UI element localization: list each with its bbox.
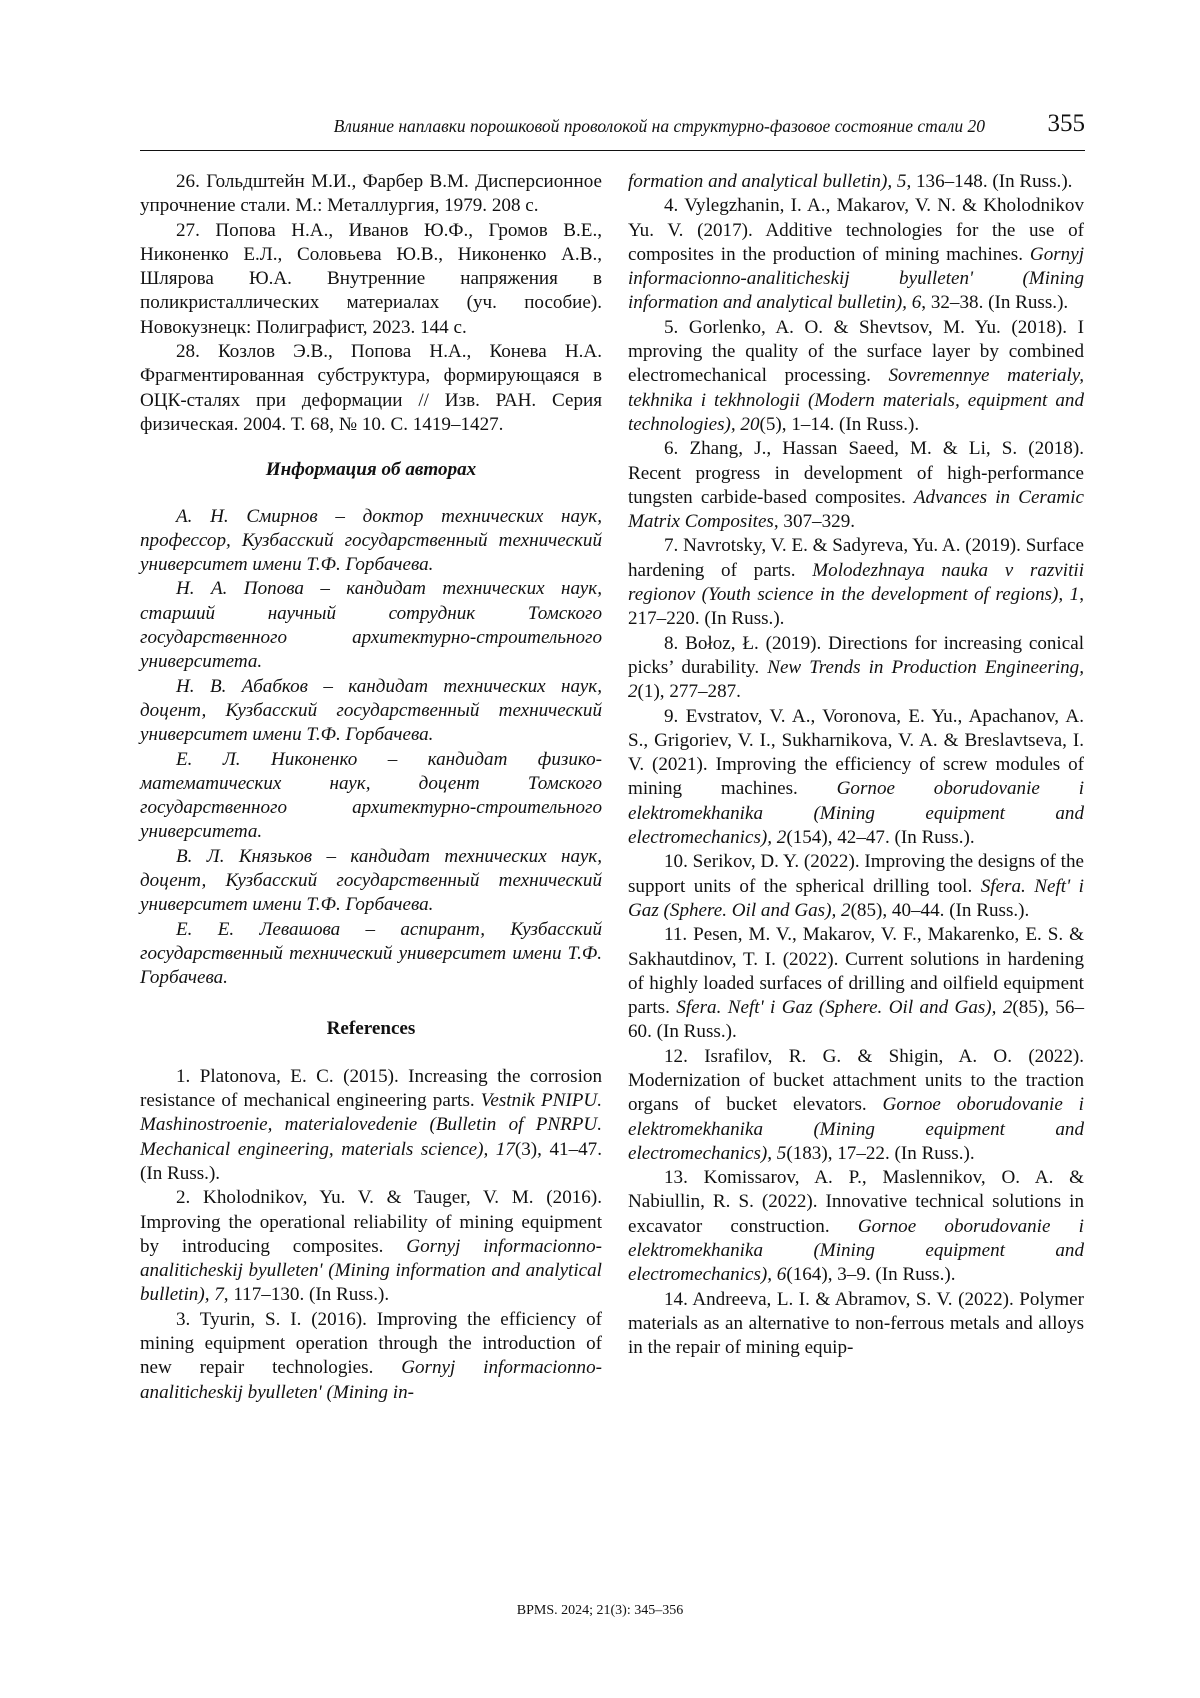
page-number: 355 <box>1047 110 1085 137</box>
reference-text: 3. Tyurin, S. I. (2016). Improving the efficiency of mining equipment operation through the introduction of new repair technologies. <box>140 1308 602 1379</box>
reference-entry <box>628 1288 1084 1361</box>
reference-entry <box>628 534 1084 631</box>
reference-pages: , 136–148. (In Russ.). <box>906 171 1073 192</box>
reference-ru: 26. Гольдштейн М.И., Фарбер В.М. Дисперсионное упрочнение стали. М.: Металлургия, 1979. 208 с. <box>140 171 602 217</box>
author-info: Н. А. Попова – кандидат технических наук, старший научный сотрудник Томского государственного архитектурно-строительного университета. <box>140 578 602 673</box>
running-header <box>140 110 1085 151</box>
author-info: Е. Е. Левашова – аспирант, Кузбасский государственный технический университет имени Т.Ф. Горбачева. <box>140 918 602 989</box>
reference-pages: , 117–130. (In Russ.). <box>223 1284 390 1306</box>
left-column <box>140 170 602 1405</box>
reference-source: Gornyj informacionno-analiticheskij byulleten' (Mining in- <box>140 1357 602 1403</box>
reference-entry <box>628 437 1084 534</box>
reference-source: Gornoe oborudovanie i elektromekhanika (Mining equipment and electromechanics), 5 <box>628 1094 1084 1164</box>
reference-entry <box>628 705 1084 851</box>
reference-pages: , 32–38. (In Russ.). <box>921 292 1069 314</box>
reference-text: 9. Evstratov, V. A., Voronova, E. Yu., Apachanov, A. S., Grigoriev, V. I., Sukharnikova, V. A. & Breslavtseva, I. V. (2021). Improving the efficiency of screw modules of mining machines. <box>628 705 1084 800</box>
reference-entry <box>628 923 1084 1044</box>
reference-text: 4. Vylegzhanin, I. A., Makarov, V. N. & Kholodnikov Yu. V. (2017). Additive technologies for the use of composites in the production of mining machines. <box>628 195 1084 265</box>
reference-text: 5. Gorlenko, A. O. & Shevtsov, M. Yu. (2018). I mproving the quality of the surface layer by combined electromechanical processing. <box>628 316 1084 387</box>
reference-source: Gornyj informacionno-analiticheskij byulleten' (Mining information and analytical bulletin), 6 <box>628 243 1084 314</box>
author-info: Н. В. Абабков – кандидат технических наук, доцент, Кузбасский государственный технический университет имени Т.Ф. Горбачева. <box>140 675 602 746</box>
reference-text: 2. Kholodnikov, Yu. V. & Tauger, V. M. (2016). Improving the operational reliability of mining equipment by introducing composites. <box>140 1187 602 1257</box>
reference-text: 8. Bołoz, Ł. (2019). Directions for increasing conical picks’ durability. <box>628 632 1084 678</box>
author-info: А. Н. Смирнов – доктор технических наук, профессор, Кузбасский государственный технический университет имени Т.Ф. Горбачева. <box>140 505 602 576</box>
right-column <box>628 170 1084 1361</box>
reference-entry <box>140 1065 602 1186</box>
reference-text: 13. Komissarov, A. P., Maslennikov, O. A. & Nabiullin, R. S. (2022). Innovative technical solutions in excavator construction. <box>628 1167 1084 1237</box>
reference-ru: 28. Козлов Э.В., Попова Н.А., Конева Н.А. Фрагментированная субструктура, формирующаяся в ОЦК-сталях при деформации // Изв. РАН. Серия физическая. 2004. Т. 68, № 10. С. 1419–1427. <box>140 341 602 435</box>
reference-text: 14. Andreeva, L. I. & Abramov, S. V. (2022). Polymer materials as an alternative to non-ferrous metals and alloys in the repair of mining equip- <box>628 1288 1084 1359</box>
reference-source: Gornoe oborudovanie i elektromekhanika (Mining equipment and electromechanics), 2 <box>628 778 1084 849</box>
reference-text: 11. Pesen, M. V., Makarov, V. F., Makarenko, E. S. & Sakhautdinov, T. I. (2022). Current solutions in hardening of highly loaded surfaces of drilling and oilfield equipment parts. <box>628 924 1084 1019</box>
reference-pages: (3), 41–47. (In Russ.). <box>140 1138 602 1184</box>
reference-text: 12. Israfilov, R. G. & Shigin, A. O. (2022). Modernization of bucket attachment units to the traction organs of bucket elevators. <box>628 1045 1084 1116</box>
reference-entry <box>140 1186 602 1307</box>
reference-entry <box>628 316 1084 437</box>
reference-source: Molodezhnaya nauka v razvitii regionov (Youth science in the development of regions), 1 <box>628 559 1085 606</box>
footer-citation: BPMS. 2024; 21(3): 345–356 <box>516 1603 684 1618</box>
reference-entry <box>628 850 1084 923</box>
author-info: Е. Л. Никоненко – кандидат физико-математических наук, доцент Томского государственного архитектурно-строительного университета. <box>140 748 602 843</box>
reference-pages: (85), 40–44. (In Russ.). <box>850 899 1030 921</box>
authors-heading: Информация об авторах <box>265 459 477 481</box>
reference-source: Gornoe oborudovanie i elektromekhanika (Mining equipment and electromechanics), 6 <box>628 1215 1084 1286</box>
reference-text: 10. Serikov, D. Y. (2022). Improving the designs of the support units of the spherical drilling tool. <box>628 851 1084 897</box>
author-info: В. Л. Князьков – кандидат технических наук, доцент, Кузбасский государственный технический университет имени Т.Ф. Горбачева. <box>140 845 602 916</box>
reference-pages: (85), 56–60. (In Russ.). <box>628 997 1084 1043</box>
reference-text: 1. Platonova, E. C. (2015). Increasing the corrosion resistance of mechanical engineering parts. <box>140 1065 602 1112</box>
reference-entry <box>140 1308 602 1405</box>
references-heading: References <box>326 1017 416 1039</box>
reference-continuation <box>628 170 1084 194</box>
reference-entry <box>628 1045 1084 1166</box>
reference-source: Gornyj informacionno-analiticheskij byulleten' (Mining information and analytical bulletin), 7 <box>140 1235 602 1306</box>
reference-source: formation and analytical bulletin), 5 <box>628 171 907 192</box>
reference-source: New Trends in Production Engineering, 2 <box>628 656 1084 703</box>
reference-source: Vestnik PNIPU. Mashinostroenie, materialovedenie (Bulletin of PNRPU. Mechanical engineering, materials science), 17 <box>140 1090 602 1160</box>
reference-pages: (154), 42–47. (In Russ.). <box>786 827 975 849</box>
reference-source: Advances in Ceramic Matrix Composites <box>628 486 1084 533</box>
reference-text: 6. Zhang, J., Hassan Saeed, M. & Li, S. (2018). Recent progress in development of high-performance tungsten carbide-based composites. <box>628 438 1084 508</box>
reference-entry <box>628 1166 1084 1287</box>
reference-source: Sfera. Neft' i Gaz (Sphere. Oil and Gas), 2 <box>676 997 1013 1019</box>
reference-pages: (5), 1–14. (In Russ.). <box>759 413 920 435</box>
reference-pages: (164), 3–9. (In Russ.). <box>786 1264 956 1286</box>
reference-ru: 27. Попова Н.А., Иванов Ю.Ф., Громов В.Е., Никоненко Е.Л., Соловьева Ю.В., Никоненко А.В., Шлярова Ю.А. Внутренние напряжения в поликристаллических материалах (уч. пособие). Новокузнецк: Полиграфист, 2023. 144 с. <box>140 219 602 338</box>
reference-pages: , 307–329. <box>773 511 856 533</box>
reference-pages: , 217–220. (In Russ.). <box>628 584 1084 630</box>
reference-pages: (1), 277–287. <box>637 681 741 703</box>
running-title: Влияние наплавки порошковой проволокой на структурно-фазовое состояние стали 20 <box>333 116 985 136</box>
reference-entry <box>628 194 1084 315</box>
reference-source: Sfera. Neft' i Gaz (Sphere. Oil and Gas), 2 <box>628 875 1084 921</box>
reference-source: Sovremennye materialy, tekhnika i tekhnologii (Modern materials, equipment and technologies), 20 <box>628 365 1084 435</box>
reference-entry <box>628 632 1084 705</box>
reference-pages: (183), 17–22. (In Russ.). <box>786 1142 975 1164</box>
reference-text: 7. Navrotsky, V. E. & Sadyreva, Yu. A. (2019). Surface hardening of parts. <box>628 535 1084 581</box>
